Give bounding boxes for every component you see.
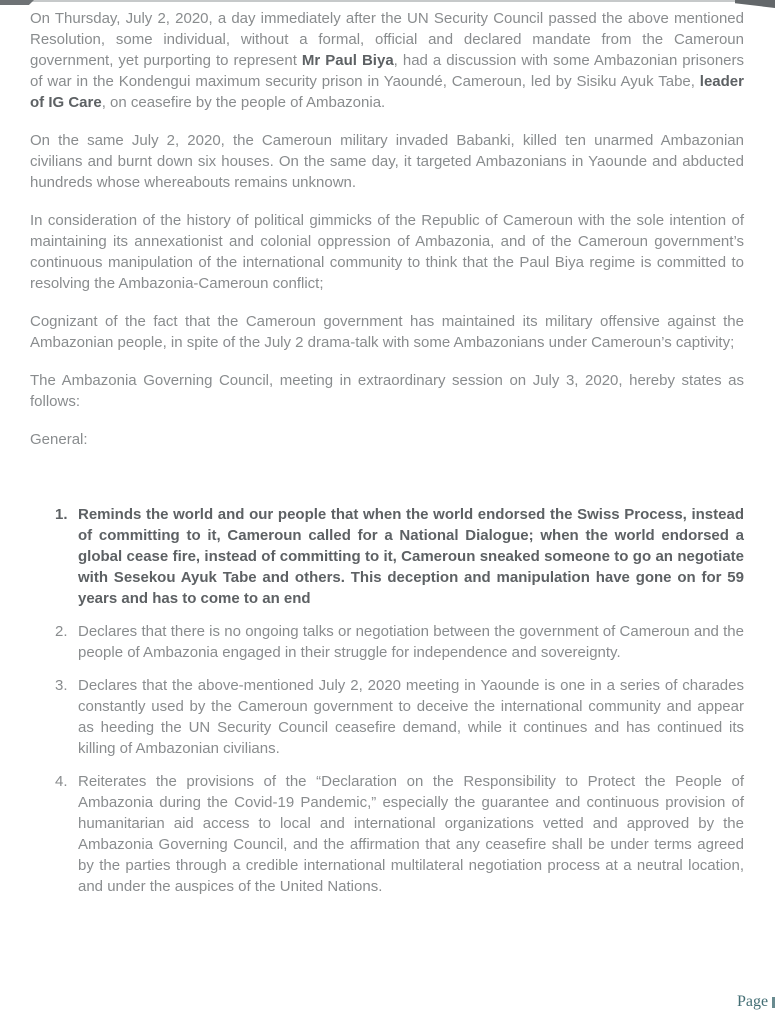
bold-text-mr-paul-biya: Mr Paul Biya: [301, 52, 394, 69]
list-item-number: 1.: [55, 506, 68, 523]
list-item-number: 3.: [55, 677, 68, 694]
bold-text-leader-ig-care: leader of IG Care: [30, 73, 744, 111]
paragraph-political-gimmicks: [30, 210, 744, 294]
list-item-number: 4.: [55, 773, 68, 790]
paragraph-text: Cognizant of the fact that the Cameroun government has maintained its military offensive against the Ambazonian people, in spite of the July 2 drama-talk with some Ambazonians under Cameroun’s captivity;: [30, 313, 744, 351]
paragraph-text: On the same July 2, 2020, the Cameroun military invaded Babanki, killed ten unarmed Ambazonian civilians and burnt down six houses. On the same day, it targeted Ambazonians in Yaounde and abducted hundreds whose whereabouts remains unknown.: [30, 132, 744, 191]
scan-artifact-top-line: [0, 0, 775, 2]
paragraph-text: In consideration of the history of political gimmicks of the Republic of Cameroun with the sole intention of maintaining its annexationist and colonial oppression of Ambazonia, and of the Cameroun government’s continuous manipulation of the international community to think that the Paul Biya regime is committed to resolving the Ambazonia-Cameroun conflict;: [30, 212, 744, 292]
list-item-text: Declares that the above-mentioned July 2, 2020 meeting in Yaounde is one in a series of charades constantly used by the Cameroun government to deceive the international community and appear as heeding the UN Security Council ceasefire demand, while it continues and has continued its killing of Ambazonian civilians.: [78, 677, 744, 757]
list-item: [55, 504, 744, 609]
paragraph-text: On Thursday, July 2, 2020, a day immediately after the UN Security Council passed the above mentioned Resolution, some individual, without a formal, official and declared mandate from the Cameroun government, yet purporting to represent: [30, 10, 744, 69]
list-item-text: Reminds the world and our people that when the world endorsed the Swiss Process, instead of committing to it, Cameroun called for a National Dialogue; when the world endorsed a global cease fire, instead of committing to it, Cameroun sneaked someone to go an negotiate with Sesekou Ayuk Tabe and others. This deception and manipulation have gone on for 59 years and has to come to an end: [78, 506, 744, 607]
page-number-label: Page: [737, 993, 769, 1010]
list-item: [55, 675, 744, 759]
list-item-text: Reiterates the provisions of the “Declaration on the Responsibility to Protect the People of Ambazonia during the Covid-19 Pandemic,” especially the guarantee and continuous provision of humanitarian aid access to local and international organizations vetted and approved by the Ambazonia Governing Council, and the affirmation that any ceasefire shall be under terms agreed by the parties through a credible international multilateral negotiation process at a neutral location, and under the auspices of the United Nations.: [78, 773, 744, 895]
paragraph-text: The Ambazonia Governing Council, meeting in extraordinary session on July 3, 2020, hereby states as follows:: [30, 372, 744, 410]
paragraph-text: General:: [30, 431, 88, 448]
scan-artifact-top-left: [0, 0, 34, 5]
paragraph-babanki-invasion: [30, 130, 744, 193]
paragraph-council-session: [30, 370, 744, 412]
scan-artifact-top-right: [735, 0, 775, 8]
numbered-statements-list: [55, 504, 744, 897]
document-page: [30, 8, 744, 909]
list-item: [55, 771, 744, 897]
paragraph-text: , had a discussion with some Ambazonian prisoners of war in the Kondengui maximum security prison in Yaoundé, Cameroun, led by Sisiku Ayuk Tabe,: [30, 52, 744, 90]
list-item: [55, 621, 744, 663]
paragraph-cognizant: [30, 311, 744, 353]
list-item-text: Declares that there is no ongoing talks or negotiation between the government of Cameroun and the people of Ambazonia engaged in their struggle for independence and sovereignty.: [78, 623, 744, 661]
list-item-number: 2.: [55, 623, 68, 640]
section-heading-general: [30, 429, 744, 450]
paragraph-intro-july2-meeting: [30, 8, 744, 113]
paragraph-text: , on ceasefire by the people of Ambazonia.: [101, 94, 386, 111]
